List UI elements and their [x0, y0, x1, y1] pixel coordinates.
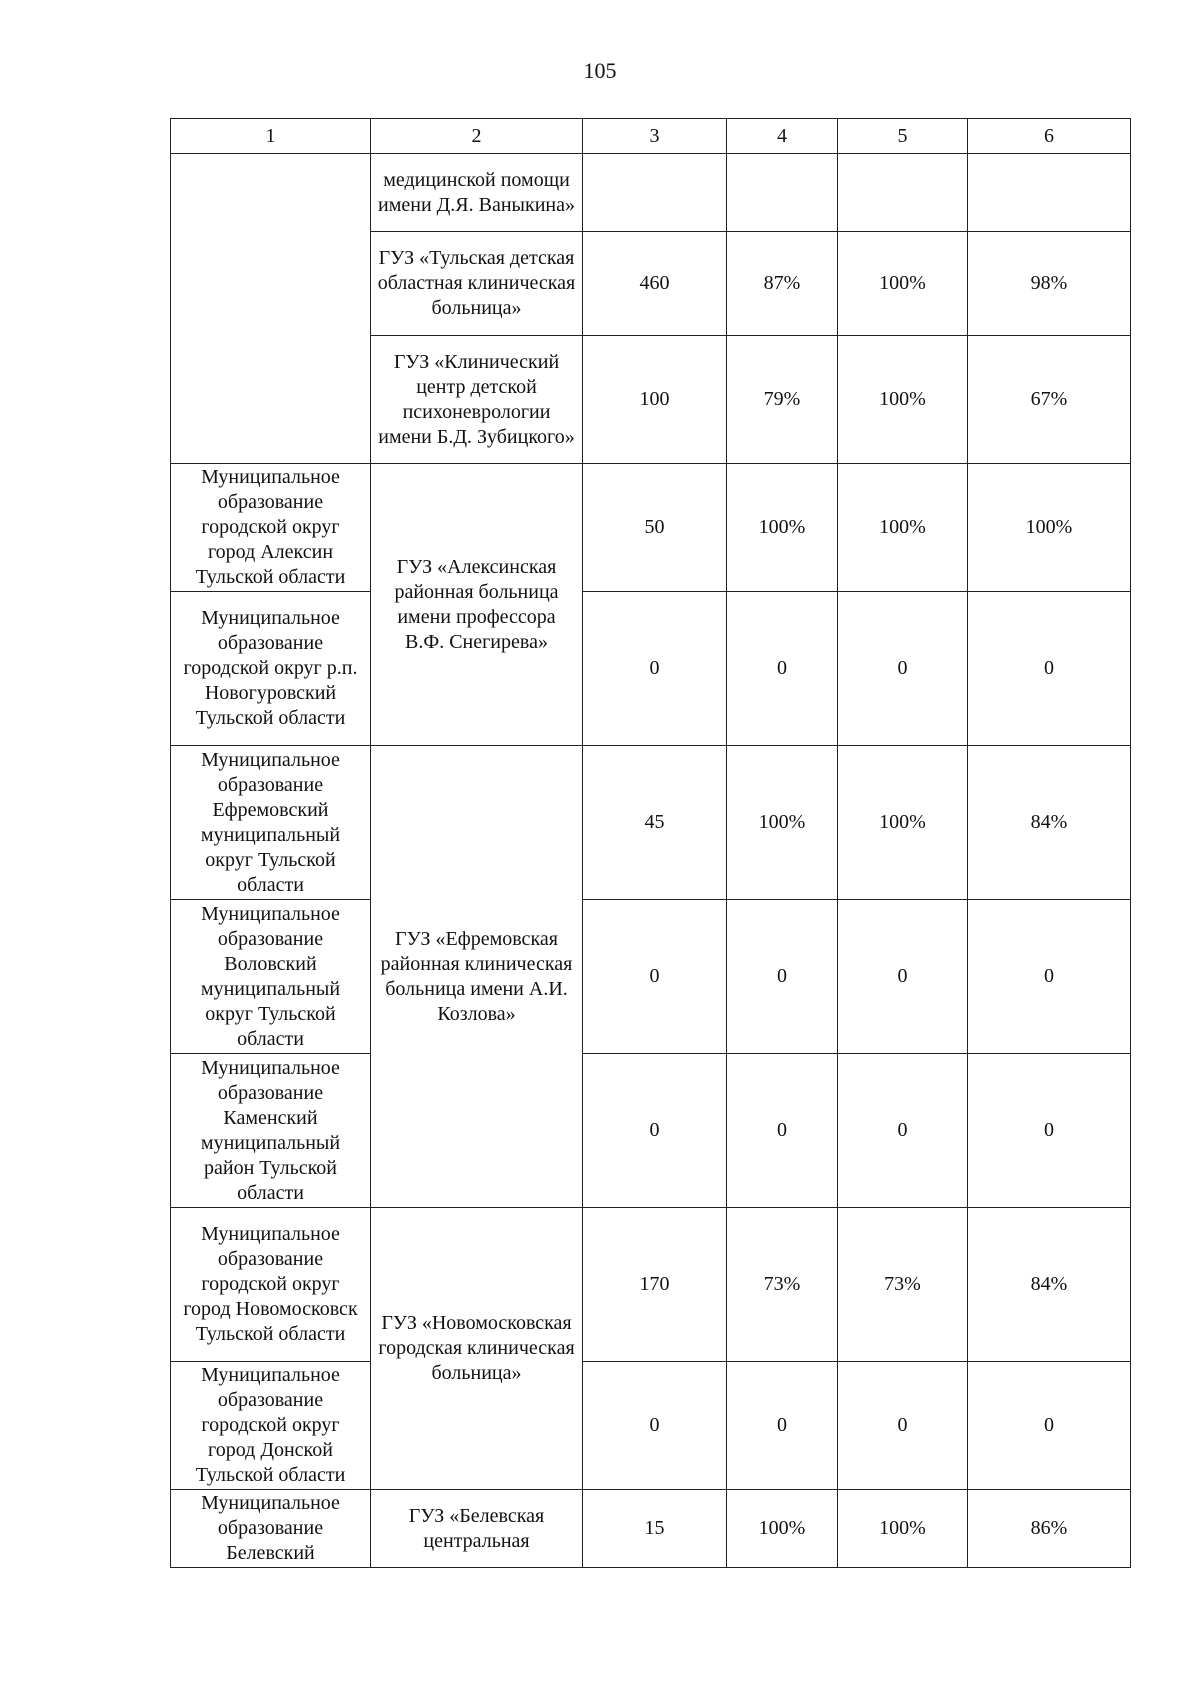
value-col-5: 100%	[838, 746, 968, 900]
table-row	[171, 464, 1131, 592]
value-col-6: 0	[968, 1054, 1131, 1208]
value-col-6: 84%	[968, 746, 1131, 900]
value-col-6: 67%	[968, 336, 1131, 464]
value-col-4: 0	[727, 900, 838, 1054]
value-col-6: 0	[968, 592, 1131, 746]
value-col-4: 79%	[727, 336, 838, 464]
value-col-4: 0	[727, 1362, 838, 1490]
table-row	[171, 592, 1131, 746]
value-col-3: 15	[583, 1490, 727, 1568]
value-col-4	[727, 154, 838, 232]
value-col-5: 100%	[838, 336, 968, 464]
municipality-cell: Муниципальное образование городской округ город Новомосковск Тульской области	[171, 1208, 371, 1362]
value-col-5: 0	[838, 1054, 968, 1208]
municipality-cell: Муниципальное образование Ефремовский муниципальный округ Тульской области	[171, 746, 371, 900]
value-col-3: 0	[583, 1054, 727, 1208]
hospital-cell: ГУЗ «Клинический центр детской психоневрологии имени Б.Д. Зубицкого»	[371, 336, 583, 464]
value-col-3: 0	[583, 592, 727, 746]
value-col-5: 73%	[838, 1208, 968, 1362]
municipality-cell	[171, 154, 371, 464]
value-col-4: 0	[727, 592, 838, 746]
value-col-3: 45	[583, 746, 727, 900]
value-col-6: 84%	[968, 1208, 1131, 1362]
value-col-5: 100%	[838, 1490, 968, 1568]
table-row	[171, 900, 1131, 1054]
municipality-cell: Муниципальное образование городской округ город Донской Тульской области	[171, 1362, 371, 1490]
value-col-5: 0	[838, 900, 968, 1054]
table-row	[171, 154, 1131, 232]
value-col-5	[838, 154, 968, 232]
value-col-3: 100	[583, 336, 727, 464]
municipality-cell: Муниципальное образование Воловский муниципальный округ Тульской области	[171, 900, 371, 1054]
value-col-3	[583, 154, 727, 232]
value-col-4: 0	[727, 1054, 838, 1208]
value-col-6: 0	[968, 900, 1131, 1054]
page-number: 105	[583, 58, 617, 83]
header-col-1: 1	[171, 119, 371, 154]
table-row	[171, 1208, 1131, 1362]
header-col-2: 2	[371, 119, 583, 154]
hospital-cell: ГУЗ «Тульская детская областная клиническая больница»	[371, 232, 583, 336]
municipality-cell: Муниципальное образование Каменский муниципальный район Тульской области	[171, 1054, 371, 1208]
value-col-4: 100%	[727, 1490, 838, 1568]
value-col-6: 100%	[968, 464, 1131, 592]
header-col-4: 4	[727, 119, 838, 154]
hospital-cell: ГУЗ «Ефремовская районная клиническая больница имени А.И. Козлова»	[371, 746, 583, 1208]
hospital-cell: ГУЗ «Белевская центральная	[371, 1490, 583, 1568]
value-col-5: 100%	[838, 232, 968, 336]
value-col-3: 170	[583, 1208, 727, 1362]
table-row	[171, 1362, 1131, 1490]
value-col-5: 100%	[838, 464, 968, 592]
header-col-3: 3	[583, 119, 727, 154]
data-table	[170, 118, 1131, 1568]
table-row	[171, 1054, 1131, 1208]
value-col-4: 100%	[727, 464, 838, 592]
value-col-4: 100%	[727, 746, 838, 900]
value-col-4: 87%	[727, 232, 838, 336]
hospital-cell: ГУЗ «Алексинская районная больница имени профессора В.Ф. Снегирева»	[371, 464, 583, 746]
value-col-3: 460	[583, 232, 727, 336]
hospital-cell: ГУЗ «Новомосковская городская клиническая больница»	[371, 1208, 583, 1490]
value-col-3: 0	[583, 900, 727, 1054]
value-col-5: 0	[838, 1362, 968, 1490]
header-col-6: 6	[968, 119, 1131, 154]
value-col-3: 50	[583, 464, 727, 592]
header-row	[171, 119, 1131, 154]
municipality-cell: Муниципальное образование городской округ город Алексин Тульской области	[171, 464, 371, 592]
table-row	[171, 746, 1131, 900]
municipality-cell: Муниципальное образование городской округ р.п. Новогуровский Тульской области	[171, 592, 371, 746]
header-col-5: 5	[838, 119, 968, 154]
value-col-6: 86%	[968, 1490, 1131, 1568]
value-col-6	[968, 154, 1131, 232]
value-col-6: 98%	[968, 232, 1131, 336]
table-row	[171, 1490, 1131, 1568]
value-col-5: 0	[838, 592, 968, 746]
value-col-4: 73%	[727, 1208, 838, 1362]
municipality-cell: Муниципальное образование Белевский	[171, 1490, 371, 1568]
value-col-3: 0	[583, 1362, 727, 1490]
hospital-cell: медицинской помощи имени Д.Я. Ваныкина»	[371, 154, 583, 232]
value-col-6: 0	[968, 1362, 1131, 1490]
